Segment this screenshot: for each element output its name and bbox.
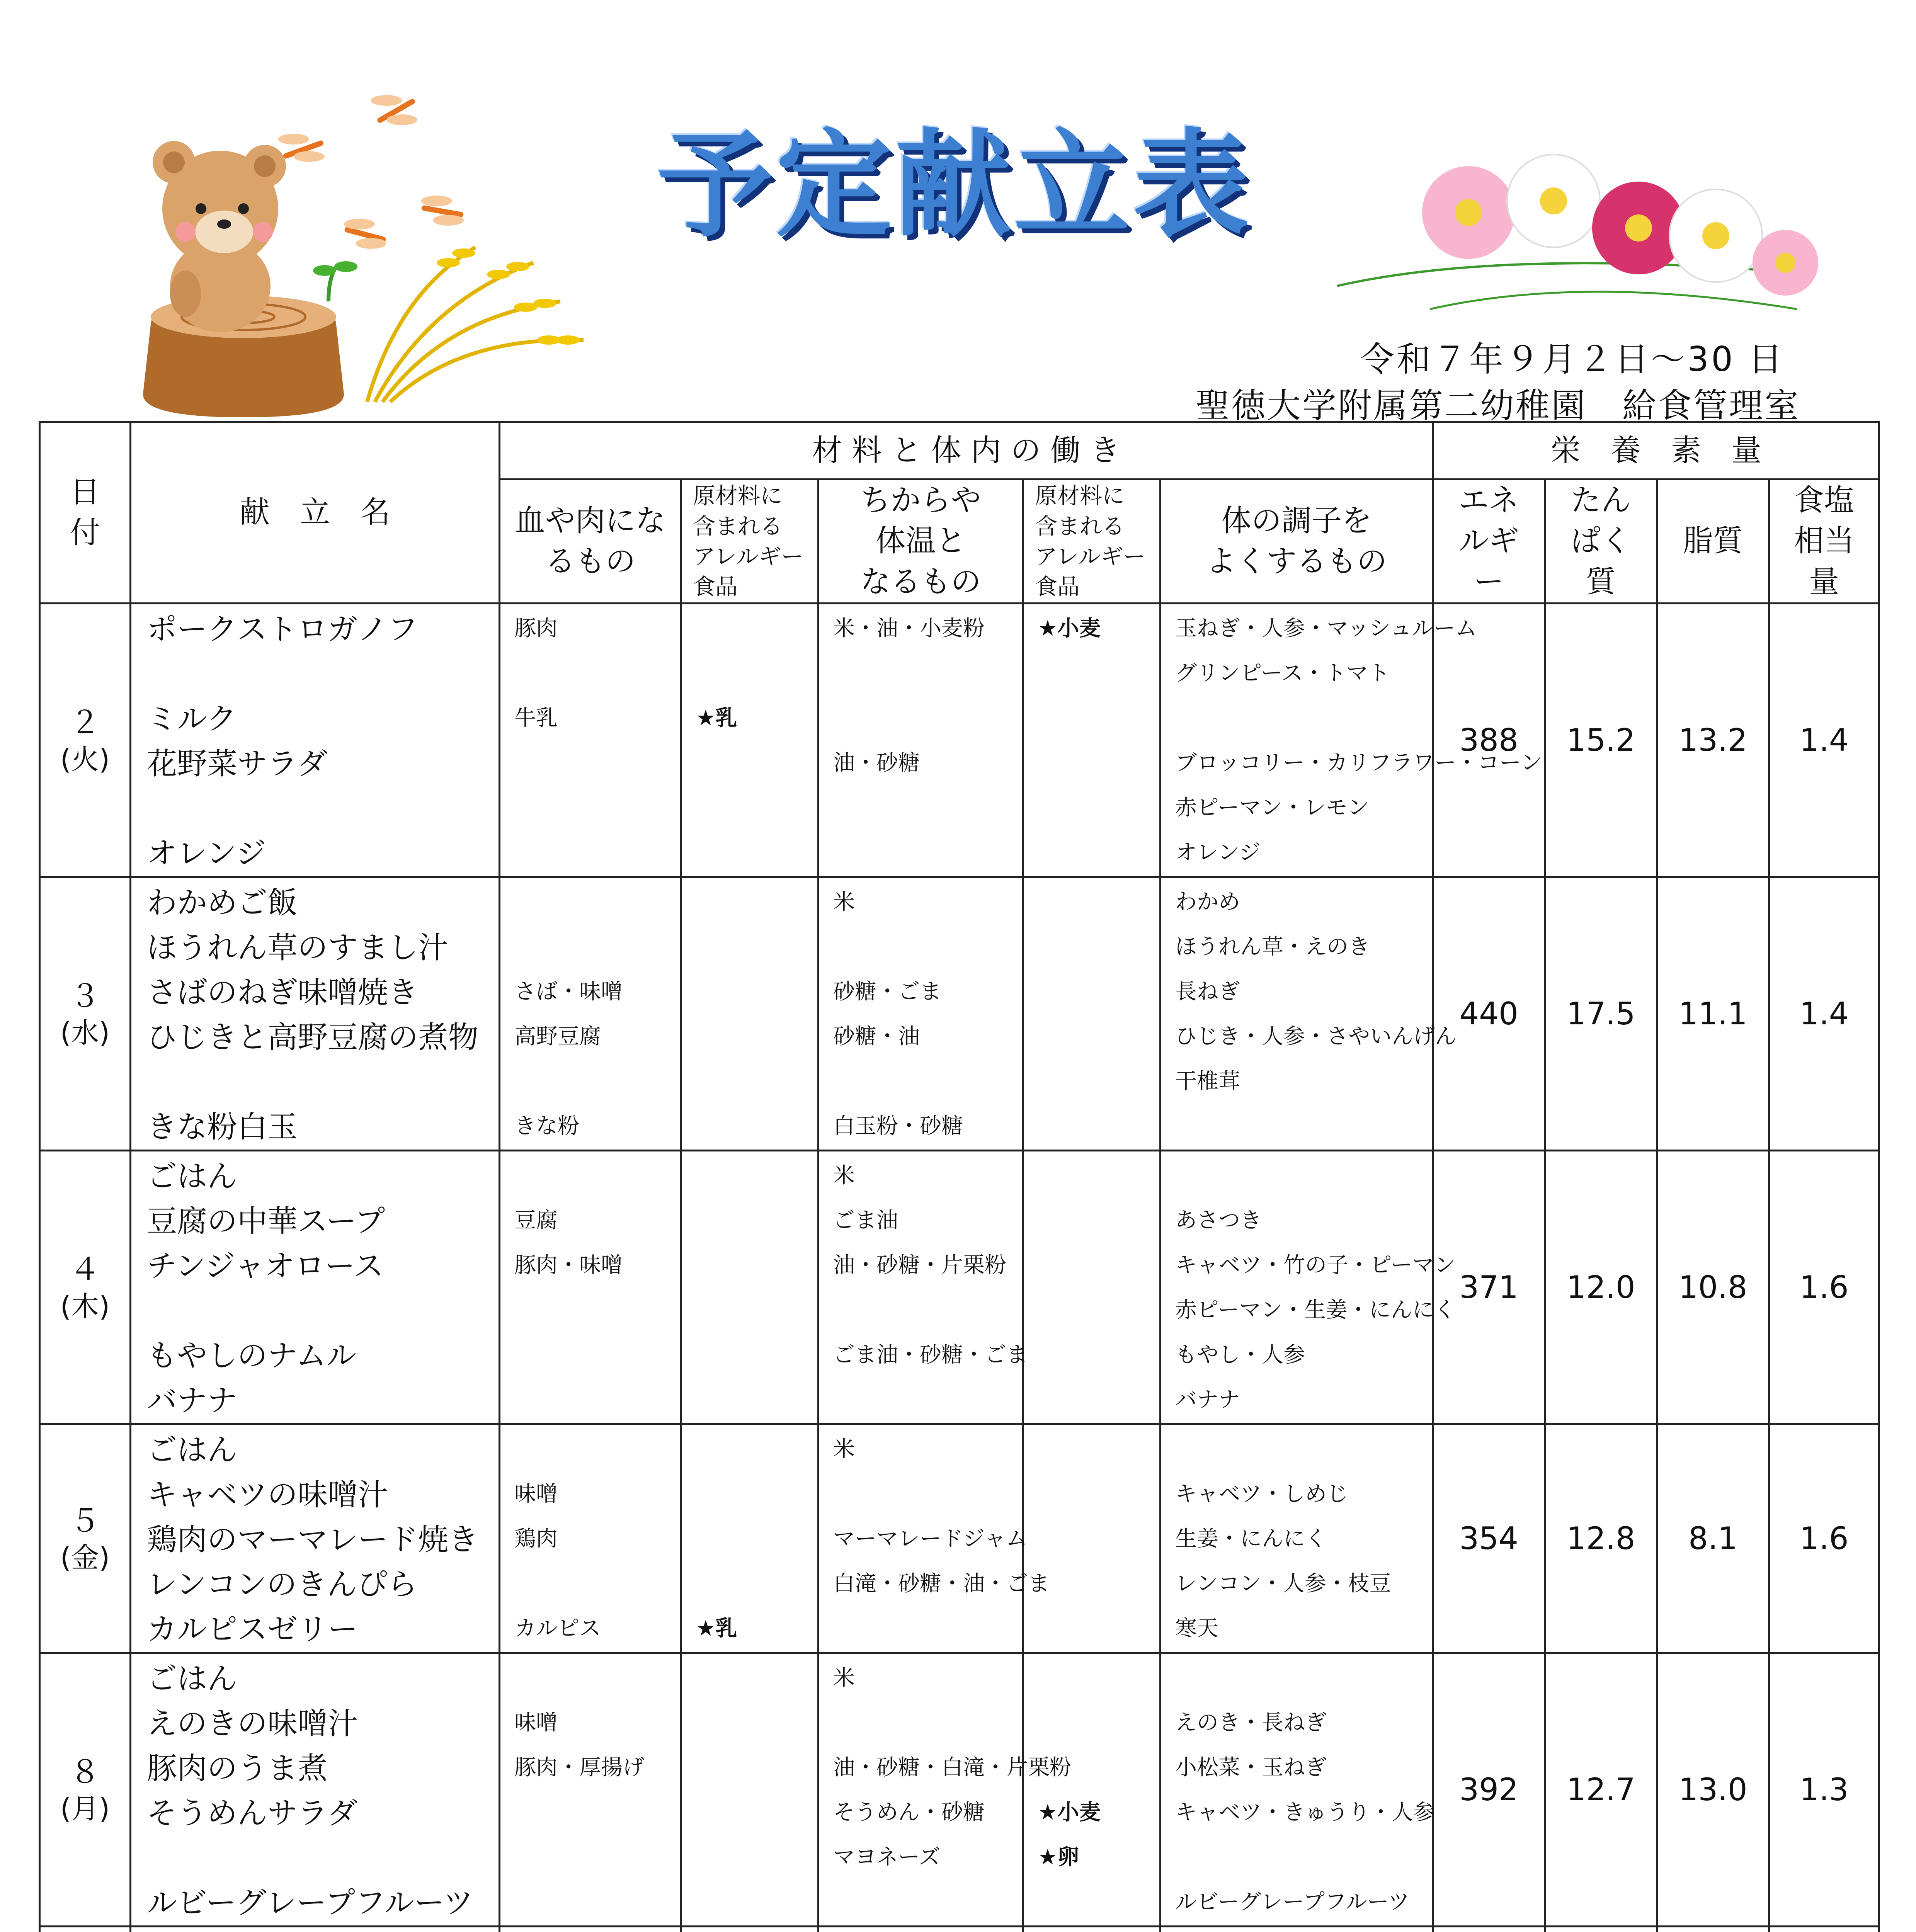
date-cell <box>40 1926 131 1932</box>
ingredient-item: マヨネーズ <box>833 1844 941 1870</box>
table-row <box>40 1653 1879 1926</box>
ingredient-item: さば・味噌 <box>514 979 623 1004</box>
ingredient-item: 米・油・小麦粉 <box>833 616 985 641</box>
body-condition-cell <box>1160 877 1457 1150</box>
dish-name: そうめんサラダ <box>147 1796 358 1831</box>
allergen-item <box>682 923 817 968</box>
weekday: (月) <box>60 1793 110 1825</box>
allergen-item <box>682 1878 817 1923</box>
header-energy: エネ ルギ ー <box>1433 480 1545 604</box>
ingredient-item <box>819 1470 1022 1515</box>
allergen-cell <box>1023 1150 1160 1424</box>
allergen-item <box>682 1057 817 1102</box>
allergen-item <box>682 604 817 649</box>
ingredient-item: 豚肉 <box>514 616 558 641</box>
ingredient-item <box>500 1654 680 1699</box>
protein-value: 12.7 <box>1545 1653 1657 1926</box>
dish-name: ごはん <box>147 1159 238 1194</box>
ingredient-item <box>500 878 680 923</box>
period-text: 令和７年９月２日～30 日 <box>1360 339 1785 379</box>
dish-name: ルビーグレープフルーツ <box>147 1885 473 1920</box>
protein-value: 17.5 <box>1545 877 1657 1150</box>
protein-value: 12.0 <box>1545 1150 1657 1424</box>
allergen-item <box>682 1699 817 1743</box>
allergen-item <box>1024 1604 1159 1649</box>
ingredient-item <box>819 694 1022 739</box>
ingredient-item: 油・砂糖・片栗粉 <box>833 1252 1006 1278</box>
dish-name: 豆腐の中華スープ <box>147 1204 385 1239</box>
allergen-item <box>1024 1699 1159 1743</box>
allergen-item <box>682 1515 817 1560</box>
energy-value: 388 <box>1433 603 1545 877</box>
ingredient-item <box>500 1560 680 1604</box>
ingredient-item: あさつき <box>1175 1208 1262 1233</box>
ingredient-item: 小松菜・玉ねぎ <box>1175 1755 1327 1780</box>
protein-value: 15.2 <box>1545 603 1657 877</box>
allergen-item <box>682 968 817 1012</box>
ingredient-item: 米 <box>833 1163 855 1188</box>
allergen-item <box>1024 828 1159 873</box>
ingredient-item <box>819 1057 1022 1102</box>
page-header <box>0 0 1916 425</box>
dish-name: ごはん <box>147 1432 238 1468</box>
ingredient-item: 生姜・にんにく <box>1175 1526 1327 1551</box>
body-condition-cell <box>1160 1653 1433 1926</box>
ingredient-item <box>500 1833 680 1878</box>
allergen-cell <box>681 1926 818 1932</box>
dish-cell <box>131 1150 500 1424</box>
day-number: ８ <box>70 1754 100 1790</box>
dish-cell <box>131 1424 500 1653</box>
dish-name: ミルク <box>147 701 237 736</box>
ingredient-item: レンコン・人参・枝豆 <box>1175 1571 1391 1596</box>
menu-table <box>39 421 1880 1932</box>
allergen-item <box>1024 649 1159 694</box>
ingredient-item: キャベツ・竹の子・ピーマン <box>1175 1252 1456 1278</box>
dish-name <box>131 1927 499 1932</box>
ingredient-item <box>500 1425 680 1470</box>
rice-stalk-icon <box>367 247 584 402</box>
blood-meat-cell <box>500 1424 681 1653</box>
ingredient-item: 赤ピーマン・レモン <box>1175 795 1369 820</box>
day-number: ５ <box>70 1503 100 1539</box>
allergen-cell <box>681 603 818 877</box>
menu-body <box>40 603 1879 1932</box>
fat-value: 10.8 <box>1657 1150 1769 1424</box>
weekday: (金) <box>60 1541 110 1574</box>
allergen-item <box>682 1654 817 1699</box>
salt-value: 1.6 <box>1769 1150 1879 1424</box>
dish-name: ポークストロガノフ <box>147 612 418 647</box>
ingredient-item <box>1161 694 1432 739</box>
allergen-item <box>1024 1286 1159 1331</box>
ingredient-item <box>1161 1833 1432 1878</box>
allergen-item: ★乳 <box>696 705 737 731</box>
dish-name: バナナ <box>147 1383 238 1418</box>
fat-value: 13.0 <box>1657 1653 1769 1926</box>
ingredient-item: 味噌 <box>514 1710 558 1735</box>
dish-name: もやしのナムル <box>147 1338 357 1373</box>
energy-warmth-cell <box>818 1424 1050 1653</box>
allergen-item <box>1024 1012 1159 1057</box>
blood-meat-cell <box>500 603 681 877</box>
allergen-item <box>682 1376 817 1420</box>
allergen-item <box>682 1196 817 1241</box>
allergen-cell <box>1023 1926 1160 1932</box>
salt-value: 1.4 <box>1769 603 1879 877</box>
ingredient-item: 米 <box>833 1665 855 1690</box>
weekday: (水) <box>60 1017 110 1049</box>
ingredient-item <box>819 784 1022 828</box>
dish-cell <box>131 1926 500 1932</box>
header-date: 日 付 <box>40 422 131 604</box>
allergen-item <box>1024 923 1159 968</box>
day-number: ３ <box>70 978 100 1014</box>
ingredient-item: ごま油・砂糖・ごま <box>833 1342 1028 1367</box>
dish-name <box>131 1286 499 1331</box>
ingredient-item: ごま油 <box>833 1208 898 1233</box>
header-ingredients-group: 材 料 と 体 内 の 働 き <box>500 422 1433 480</box>
allergen-item <box>1024 1057 1159 1102</box>
allergen-item <box>682 1331 817 1376</box>
ingredient-item <box>500 1927 680 1932</box>
dish-name: きな粉白玉 <box>147 1109 298 1145</box>
ingredient-item <box>819 649 1022 694</box>
allergen-item <box>1024 968 1159 1012</box>
ingredient-item: オレンジ <box>1175 840 1261 865</box>
ingredient-item: 米 <box>833 1436 855 1462</box>
ingredient-item <box>1161 1425 1432 1470</box>
allergen-item <box>1024 1878 1159 1923</box>
ingredient-item: もやし・人参 <box>1175 1342 1305 1367</box>
ingredient-item: わかめ <box>1175 889 1240 915</box>
ingredient-item: マーマレードジャム <box>833 1526 1028 1551</box>
ingredient-item <box>819 1604 1022 1649</box>
allergen-cell <box>681 1653 818 1926</box>
allergen-item <box>1024 694 1159 739</box>
dish-name <box>131 784 499 828</box>
allergen-item <box>1024 1927 1159 1932</box>
ingredient-item: 豆腐 <box>514 1208 558 1233</box>
allergen-cell <box>681 877 818 1150</box>
allergen-item <box>682 1560 817 1604</box>
allergen-item <box>682 1012 817 1057</box>
dish-cell <box>131 1653 500 1926</box>
ingredient-item: ルビーグレープフルーツ <box>1175 1889 1410 1915</box>
ingredient-item: ほうれん草・えのき <box>1175 934 1370 959</box>
dish-name: ほうれん草のすまし汁 <box>147 930 449 965</box>
header-allergen-1: 原材料に 含まれる アレルギー食品 <box>681 480 818 604</box>
dish-name: チンジャオロース <box>147 1248 384 1284</box>
allergen-item <box>1024 1102 1159 1147</box>
allergen-item <box>1024 1151 1159 1196</box>
ingredient-item <box>500 1286 680 1331</box>
body-condition-cell <box>1160 1926 1433 1932</box>
ingredient-item: えのき・長ねぎ <box>1175 1710 1327 1735</box>
dish-cell <box>131 603 500 877</box>
allergen-item: ★乳 <box>696 1616 737 1641</box>
allergen-cell <box>1023 603 1160 877</box>
body-condition-cell <box>1160 1424 1433 1653</box>
ingredient-item <box>500 1331 680 1376</box>
ingredient-item: 豚肉・味噌 <box>514 1252 623 1278</box>
ingredient-item: 油・砂糖 <box>833 750 920 776</box>
dish-name: わかめご飯 <box>147 885 298 920</box>
ingredient-item: ブロッコリー・カリフラワー・コーン <box>1175 750 1542 776</box>
date-cell <box>40 877 131 1150</box>
energy-value: 371 <box>1433 1150 1545 1424</box>
ingredient-item: 牛乳 <box>514 705 558 731</box>
ingredient-item: 長ねぎ <box>1175 979 1240 1004</box>
ingredient-item <box>1161 1151 1432 1196</box>
ingredient-item <box>819 923 1022 968</box>
ingredient-item: 寒天 <box>1175 1616 1218 1641</box>
allergen-item <box>682 1788 817 1833</box>
table-row <box>40 1926 1879 1932</box>
fat-value: 11.1 <box>1657 877 1769 1150</box>
energy-value: 354 <box>1433 1424 1545 1653</box>
allergen-item <box>682 1286 817 1331</box>
ingredient-item <box>500 828 680 873</box>
dish-name: ごはん <box>147 1661 238 1696</box>
dish-name: カルピスゼリー <box>147 1612 358 1647</box>
ingredient-item <box>500 784 680 828</box>
allergen-item <box>1024 1515 1159 1560</box>
allergen-item: ★小麦 <box>1038 1799 1101 1825</box>
ingredient-item <box>500 649 680 694</box>
ingredient-item <box>1161 1654 1432 1699</box>
ingredient-item: きな粉 <box>514 1113 579 1139</box>
allergen-item <box>682 1151 817 1196</box>
ingredient-item <box>500 1788 680 1833</box>
header-blood-meat: 血や肉にな るもの <box>500 480 681 604</box>
dish-name <box>131 1833 499 1878</box>
allergen-item <box>682 878 817 923</box>
ingredient-item: 味噌 <box>514 1481 558 1507</box>
energy-warmth-cell <box>818 1926 1023 1932</box>
ingredient-item <box>819 1927 1022 1932</box>
energy-value: 440 <box>1433 877 1545 1150</box>
ingredient-item <box>1161 1927 1432 1932</box>
allergen-item <box>682 784 817 828</box>
allergen-item <box>1024 739 1159 784</box>
weekday: (木) <box>60 1290 110 1323</box>
ingredient-item: 鶏肉 <box>514 1526 558 1551</box>
allergen-item <box>682 1425 817 1470</box>
cosmos-flower-illustration <box>1314 147 1836 348</box>
ingredient-item <box>819 1286 1022 1331</box>
fat-value: 8.1 <box>1657 1424 1769 1653</box>
allergen-item <box>1024 1196 1159 1241</box>
allergen-item <box>1024 784 1159 828</box>
ingredient-item <box>819 1699 1022 1743</box>
ingredient-item: カルピス <box>514 1616 601 1641</box>
fat-value: 13.2 <box>1657 603 1769 877</box>
page-title: 予定献立表 <box>657 118 1252 253</box>
allergen-item <box>682 1241 817 1286</box>
date-cell <box>40 1424 131 1653</box>
dish-name: オレンジ <box>147 836 266 871</box>
dish-name: キャベツの味噌汁 <box>147 1477 388 1512</box>
allergen-item <box>1024 1425 1159 1470</box>
dish-name: 鶏肉のマーマレード焼き <box>147 1522 479 1557</box>
ingredient-item <box>500 1151 680 1196</box>
dish-name <box>131 1057 499 1102</box>
body-condition-cell <box>1160 1150 1456 1424</box>
table-row <box>40 603 1879 877</box>
header-allergen-2: 原材料に 含まれる アレルギー食品 <box>1023 480 1160 604</box>
allergen-item <box>1024 1654 1159 1699</box>
allergen-item <box>682 1470 817 1515</box>
blood-meat-cell <box>500 877 681 1150</box>
allergen-item: ★卵 <box>1038 1844 1079 1870</box>
fat-value <box>1657 1926 1769 1932</box>
dish-name: さばのねぎ味噌焼き <box>147 975 419 1010</box>
header-body-condition: 体の調子を よくするもの <box>1160 480 1433 604</box>
allergen-item: ★小麦 <box>1038 616 1101 641</box>
date-cell <box>40 603 131 877</box>
ingredient-item: 赤ピーマン・生姜・にんにく <box>1175 1297 1456 1323</box>
allergen-cell <box>681 1424 818 1653</box>
header-fat: 脂質 <box>1657 480 1769 604</box>
salt-value: 1.4 <box>1769 877 1879 1150</box>
blood-meat-cell <box>500 1150 681 1424</box>
allergen-item <box>682 649 817 694</box>
energy-value: 392 <box>1433 1653 1545 1926</box>
dish-name: えのきの味噌汁 <box>147 1706 358 1741</box>
ingredient-item <box>500 1057 680 1102</box>
energy-warmth-cell <box>818 877 1023 1150</box>
ingredient-item: ひじき・人参・さやいんげん <box>1175 1024 1457 1049</box>
ingredient-item <box>500 1878 680 1923</box>
ingredient-item: 干椎茸 <box>1175 1068 1240 1094</box>
allergen-item <box>682 1927 817 1932</box>
dish-name: レンコンのきんぴら <box>147 1567 418 1602</box>
table-row <box>40 1150 1879 1424</box>
header-protein: たん ぱく 質 <box>1545 480 1657 604</box>
dish-name: 花野菜サラダ <box>147 746 328 781</box>
day-number: ２ <box>70 704 100 741</box>
salt-value: 1.6 <box>1769 1424 1879 1653</box>
bear-icon <box>153 141 286 332</box>
header-salt: 食塩 相当 量 <box>1769 480 1879 604</box>
dish-name: 豚肉のうま煮 <box>147 1751 328 1786</box>
allergen-cell <box>1023 1424 1160 1653</box>
allergen-cell <box>1023 1653 1160 1926</box>
ingredient-item: 高野豆腐 <box>514 1024 601 1049</box>
date-cell <box>40 1150 131 1424</box>
header-menu-name: 献 立 名 <box>131 422 500 604</box>
day-number: ４ <box>70 1252 100 1288</box>
ingredient-item: 砂糖・油 <box>833 1024 920 1049</box>
blood-meat-cell <box>500 1653 681 1926</box>
allergen-item <box>682 739 817 784</box>
flower-icon <box>1422 155 1818 296</box>
salt-value <box>1769 1926 1879 1932</box>
header-energy-warmth: ちからや 体温と なるもの <box>818 480 1023 604</box>
protein-value: 12.8 <box>1545 1424 1657 1653</box>
ingredient-item: そうめん・砂糖 <box>833 1799 985 1825</box>
energy-warmth-cell <box>818 603 1023 877</box>
ingredient-item: キャベツ・しめじ <box>1175 1481 1348 1507</box>
date-cell <box>40 1653 131 1926</box>
ingredient-item <box>1161 1102 1432 1147</box>
salt-value: 1.3 <box>1769 1653 1879 1926</box>
allergen-item <box>1024 1331 1159 1376</box>
allergen-item <box>682 1743 817 1788</box>
protein-value <box>1545 1926 1657 1932</box>
organization-text: 聖徳大学附属第二幼稚園 給食管理室 <box>1195 386 1800 425</box>
header-nutrition-group: 栄 養 素 量 <box>1433 422 1879 480</box>
ingredient-item <box>819 828 1022 873</box>
table-row <box>40 877 1879 1150</box>
blood-meat-cell <box>500 1926 681 1932</box>
ingredient-item: キャベツ・きゅうり・人参 <box>1175 1799 1435 1825</box>
ingredient-item: 白玉粉・砂糖 <box>833 1113 963 1139</box>
allergen-item <box>682 1102 817 1147</box>
ingredient-item: 玉ねぎ・人参・マッシュルーム <box>1175 616 1477 641</box>
ingredient-item <box>500 923 680 968</box>
ingredient-item <box>500 1376 680 1420</box>
allergen-cell <box>1023 877 1160 1150</box>
energy-warmth-cell <box>818 1150 1028 1424</box>
dish-name <box>131 649 499 694</box>
ingredient-item: 白滝・砂糖・油・ごま <box>833 1571 1050 1596</box>
dish-cell <box>131 877 500 1150</box>
ingredient-item: 豚肉・厚揚げ <box>514 1755 644 1780</box>
ingredient-item <box>500 739 680 784</box>
ingredient-item: 砂糖・ごま <box>833 979 941 1004</box>
energy-value <box>1433 1926 1545 1932</box>
ingredient-item: 米 <box>833 889 855 915</box>
allergen-item <box>1024 1470 1159 1515</box>
table-row <box>40 1424 1879 1653</box>
ingredient-item: 油・砂糖・白滝・片栗粉 <box>833 1755 1071 1780</box>
allergen-item <box>682 1833 817 1878</box>
ingredient-item: バナナ <box>1175 1387 1240 1412</box>
ingredient-item: グリンピース・トマト <box>1175 660 1390 686</box>
allergen-item <box>1024 1241 1159 1286</box>
allergen-item <box>1024 878 1159 923</box>
dish-name: ひじきと高野豆腐の煮物 <box>147 1020 479 1055</box>
allergen-item <box>1024 1376 1159 1420</box>
ingredient-item <box>819 1376 1022 1420</box>
ingredient-item <box>819 1878 1022 1923</box>
bear-dragonfly-illustration <box>128 85 630 433</box>
dragonfly-icon <box>278 95 464 249</box>
allergen-item <box>682 828 817 873</box>
allergen-cell <box>681 1150 818 1424</box>
weekday: (火) <box>60 743 110 776</box>
